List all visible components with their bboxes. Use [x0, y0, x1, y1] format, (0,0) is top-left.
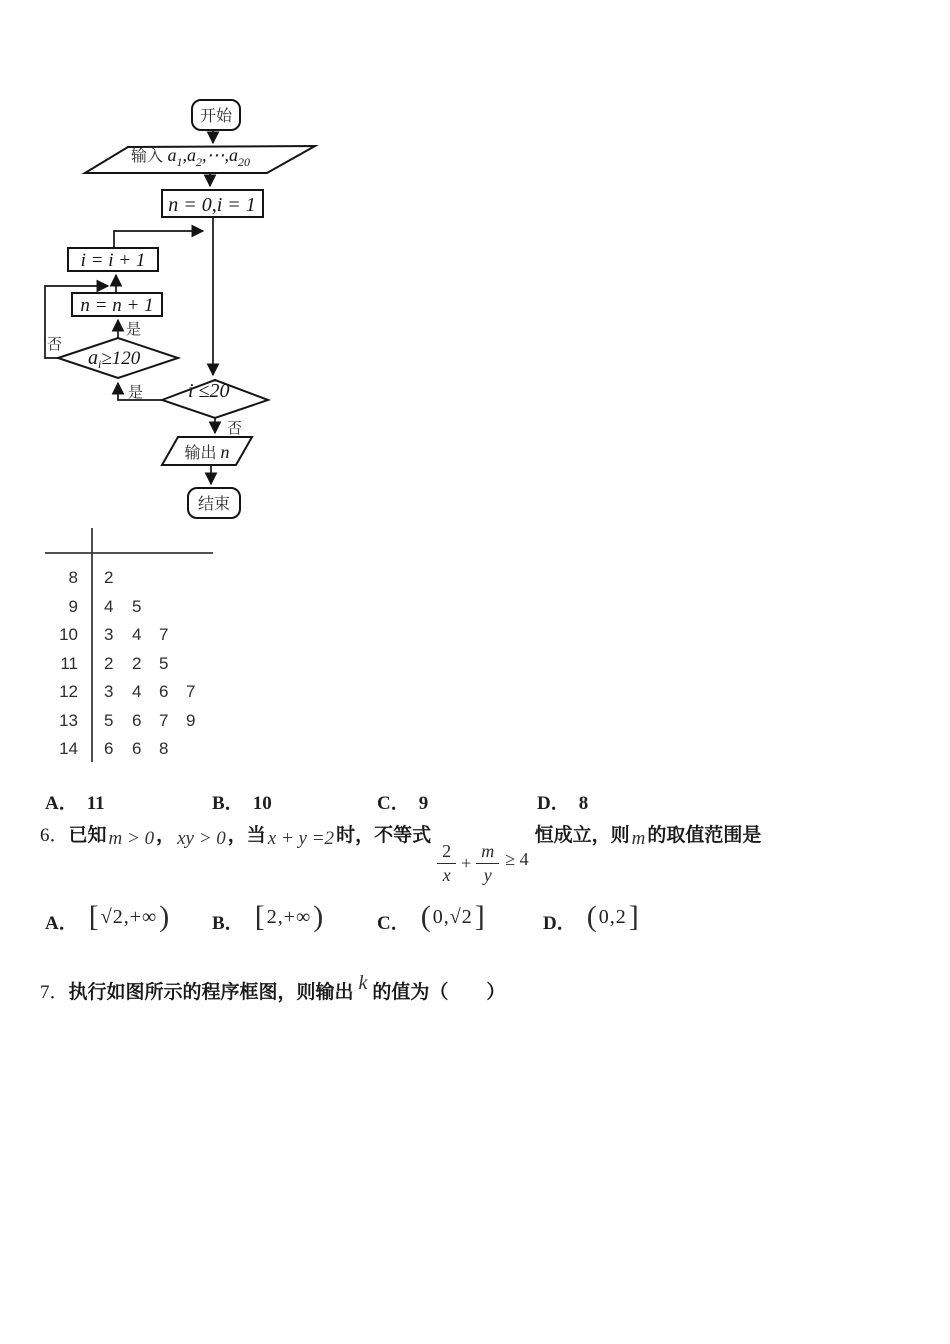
- math-expression: k: [358, 972, 368, 994]
- interval-open-bracket: (: [586, 900, 597, 933]
- option-a: [45, 902, 169, 932]
- node-inc-i-label: i = i + 1: [80, 250, 146, 271]
- leaf-value: 4: [132, 625, 142, 644]
- math-expression: m > 0: [108, 828, 155, 849]
- option-a: [45, 788, 105, 815]
- question-number: 6．: [40, 825, 69, 846]
- node-cond-a-label: [88, 347, 141, 371]
- edge-label-yes-i: 是: [128, 384, 144, 401]
- math-expression: x + y =2: [267, 828, 335, 849]
- input-sub2: 2: [196, 155, 203, 169]
- option-label: D．: [543, 912, 576, 934]
- leaf-value: 6: [104, 739, 114, 758]
- cond-a-var: a: [88, 347, 98, 369]
- interval-close-bracket: ): [313, 900, 324, 933]
- math-expression: xy > 0: [177, 828, 226, 849]
- question-text: 已知: [68, 825, 107, 846]
- stem-value: 11: [60, 654, 78, 673]
- leaf-value: 3: [104, 682, 114, 701]
- interval-close-bracket: ]: [628, 900, 639, 933]
- edge-inci-merge: [114, 231, 203, 247]
- option-label: C．: [377, 793, 410, 814]
- option-c: [377, 902, 485, 932]
- input-sub20: 20: [238, 155, 251, 169]
- stem-leaf-row: [59, 739, 168, 758]
- leaf-value: 5: [132, 597, 142, 616]
- stem-leaf-row: [69, 568, 114, 587]
- leaf-value: 3: [104, 625, 114, 644]
- option-label: A．: [45, 912, 78, 934]
- option-label: B．: [212, 793, 244, 814]
- node-output-label: [184, 442, 229, 462]
- interval-close-bracket: ): [159, 900, 170, 933]
- input-a2: ,a: [182, 145, 197, 165]
- inequality-expression: [437, 841, 529, 885]
- stem-value: 12: [59, 682, 78, 701]
- leaf-value: 9: [186, 711, 196, 730]
- node-inc-n-label: n = n + 1: [80, 295, 154, 316]
- leaf-value: 5: [104, 711, 114, 730]
- node-end-label: 结束: [197, 496, 231, 513]
- input-sub1: 1: [176, 155, 183, 169]
- stem-leaf-row: [59, 625, 168, 644]
- fraction: [437, 841, 456, 885]
- option-value: 8: [578, 793, 589, 814]
- interval-close-bracket: ]: [474, 900, 485, 933]
- option-value: 0,2: [598, 905, 627, 928]
- question-7: [40, 972, 505, 1004]
- option-value: 9: [418, 793, 429, 814]
- question-number: 7．: [40, 982, 69, 1003]
- leaf-value: 5: [159, 654, 169, 673]
- option-d: [537, 788, 588, 815]
- leaf-value: 6: [159, 682, 169, 701]
- stem-value: 8: [68, 568, 78, 587]
- edge-label-no-i: 否: [227, 420, 243, 437]
- leaf-value: 4: [132, 682, 142, 701]
- stem-value: 9: [68, 597, 78, 616]
- output-label-var: n: [220, 442, 230, 462]
- option-label: D．: [537, 793, 570, 814]
- cond-a-cmp: ≥120: [101, 348, 141, 369]
- stem-leaf-row: [69, 597, 142, 616]
- leaf-value: 2: [132, 654, 142, 673]
- interval-open-bracket: (: [420, 900, 431, 933]
- option-value: 0,√2: [432, 905, 473, 928]
- stem-leaf-row: [60, 654, 168, 673]
- node-init-label: n = 0,i = 1: [168, 194, 256, 216]
- input-a20: ,⋯,a: [202, 145, 239, 165]
- question-6: [40, 820, 761, 885]
- option-value: 11: [86, 793, 105, 814]
- q6-options-row: [0, 902, 950, 962]
- option-d: [543, 902, 639, 932]
- stem-value: 14: [59, 739, 78, 758]
- fraction-denominator: x: [442, 864, 451, 885]
- node-cond-i-label: i ≤20: [188, 380, 230, 402]
- option-c: [377, 788, 428, 815]
- stem-leaf-plot: [40, 520, 260, 770]
- leaf-value: 2: [104, 568, 114, 587]
- plus-sign: +: [461, 852, 472, 873]
- leaf-value: 7: [159, 711, 169, 730]
- option-value: 2,+∞: [266, 905, 312, 928]
- input-a1: a: [167, 145, 177, 165]
- leaf-value: 7: [159, 625, 169, 644]
- option-value: √2,+∞: [100, 905, 158, 928]
- question-text: 执行如图所示的程序框图，则输出: [68, 982, 354, 1003]
- option-b: [212, 788, 272, 815]
- leaf-value: 8: [159, 739, 169, 758]
- option-value: 10: [252, 793, 272, 814]
- leaf-value: 6: [132, 711, 142, 730]
- fraction-denominator: y: [483, 864, 492, 885]
- edge-label-no-a: 否: [47, 336, 63, 353]
- leaf-value: 7: [186, 682, 196, 701]
- question-text: 恒成立，则: [534, 825, 630, 846]
- leaf-value: 6: [132, 739, 142, 758]
- input-label-cjk: 输入: [131, 148, 164, 165]
- question-text: 的值为（ ）: [372, 982, 506, 1003]
- question-text: ，: [156, 825, 176, 846]
- interval-open-bracket: [: [254, 900, 265, 933]
- fraction: [476, 841, 499, 885]
- output-label-cjk: 输出: [184, 445, 217, 462]
- stem-leaf-row: [59, 711, 195, 730]
- stem-value: 13: [59, 711, 78, 730]
- option-b: [212, 902, 323, 932]
- option-label: A．: [45, 793, 78, 814]
- option-label: B．: [212, 912, 244, 934]
- fraction-numerator: m: [476, 841, 499, 864]
- question-text: 时，不等式: [336, 825, 432, 846]
- interval-open-bracket: [: [88, 900, 99, 933]
- option-label: C．: [377, 912, 410, 934]
- node-start-label: 开始: [199, 108, 233, 125]
- program-flowchart: [40, 90, 340, 530]
- edge-label-yes-a: 是: [126, 321, 142, 338]
- stem-leaf-row: [59, 682, 195, 701]
- math-expression: m: [631, 828, 646, 849]
- leaf-value: 2: [104, 654, 114, 673]
- inequality-relation: ≥ 4: [505, 848, 529, 869]
- stem-value: 10: [59, 625, 78, 644]
- leaf-value: 4: [104, 597, 114, 616]
- question-text: 的取值范围是: [647, 825, 762, 846]
- fraction-numerator: 2: [437, 841, 456, 864]
- question-text: ，当: [227, 825, 266, 846]
- cond-a-sub: i: [98, 357, 102, 371]
